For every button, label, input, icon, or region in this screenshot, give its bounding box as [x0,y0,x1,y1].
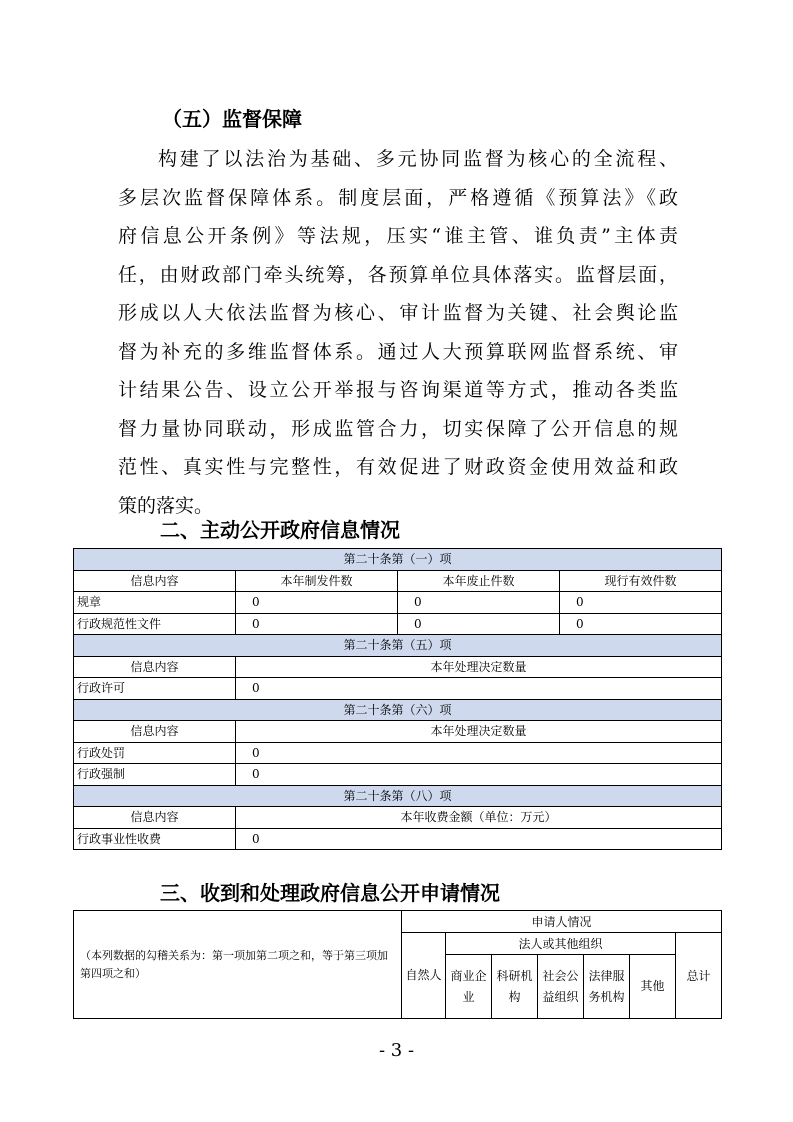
category-header: 科研机构 [492,955,538,1019]
row-label: 行政事业性收费 [74,828,236,850]
para-line: 计结果公告、设立公开举报与咨询渠道等方式，推动各类监 [118,379,678,401]
col-header: 信息内容 [74,570,236,592]
cell-value: 0 [236,613,398,635]
para-line: 构建了以法治为基础、多元协同监督为核心的全流程、 [158,148,678,170]
row-label: 行政许可 [74,678,236,700]
row-label: 行政强制 [74,764,236,786]
application-table [73,910,722,1019]
col-header: 信息内容 [74,807,236,829]
table-row [74,764,722,786]
section5-paragraph [118,140,678,525]
art20-5-title: 第二十条第（五）项 [74,635,722,657]
para-line: 策的落实。 [118,494,214,517]
col-header: 现行有效件数 [560,570,722,592]
cell-value: 0 [560,592,722,614]
section5-title: （五）监督保障 [162,107,302,131]
table-row [74,678,722,700]
col-header: 本年废止件数 [398,570,560,592]
total-header: 总计 [676,933,722,1019]
col-header: 本年收费金额（单位：万元） [236,807,722,829]
row-label: 行政处罚 [74,742,236,764]
art20-8-title: 第二十条第（八）项 [74,785,722,807]
table-row [74,828,722,850]
col-header: 本年处理决定数量 [236,721,722,743]
col-header: 信息内容 [74,656,236,678]
cell-value: 0 [236,764,722,786]
cell-value: 0 [236,678,722,700]
cell-value: 0 [236,592,398,614]
note-cell: （本列数据的勾稽关系为：第一项加第二项之和，等于第三项加第四项之和） [74,911,402,1019]
table-row [74,613,722,635]
proactive-disclosure-table [73,548,722,850]
table-row [74,742,722,764]
art20-1-title: 第二十条第（一）项 [74,549,722,571]
para-line: 任，由财政部门牵头统筹，各预算单位具体落实。监督层面， [118,263,678,286]
page-number: - 3 - [378,1040,415,1061]
cell-value: 0 [560,613,722,635]
row-label: 规章 [74,592,236,614]
category-header: 社会公益组织 [538,955,584,1019]
natural-person-header: 自然人 [402,933,446,1019]
para-line: 府信息公开条例》等法规，压实“谁主管、谁负责”主体责 [118,225,678,247]
row-label: 行政规范性文件 [74,613,236,635]
category-header: 法律服务机构 [584,955,630,1019]
table-row [74,592,722,614]
para-line: 范性、真实性与完整性，有效促进了财政资金使用效益和政 [118,456,678,478]
cell-value: 0 [398,613,560,635]
part2-heading: 二、主动公开政府信息情况 [160,518,400,542]
art20-6-title: 第二十条第（六）项 [74,699,722,721]
col-header: 信息内容 [74,721,236,743]
part3-heading: 三、收到和处理政府信息公开申请情况 [160,881,500,905]
cell-value: 0 [236,828,722,850]
para-line: 督力量协同联动，形成监管合力，切实保障了公开信息的规 [118,417,678,440]
applicant-header: 申请人情况 [402,911,722,933]
col-header: 本年处理决定数量 [236,656,722,678]
cell-value: 0 [236,742,722,764]
cell-value: 0 [398,592,560,614]
col-header: 本年制发件数 [236,570,398,592]
para-line: 形成以人大依法监督为核心、审计监督为关键、社会舆论监 [118,302,678,324]
category-header: 其他 [630,955,676,1019]
legal-person-header: 法人或其他组织 [446,933,676,955]
para-line: 督为补充的多维监督体系。通过人大预算联网监督系统、审 [118,340,678,363]
category-header: 商业企业 [446,955,492,1019]
para-line: 多层次监督保障体系。制度层面，严格遵循《预算法》《政 [118,186,678,209]
